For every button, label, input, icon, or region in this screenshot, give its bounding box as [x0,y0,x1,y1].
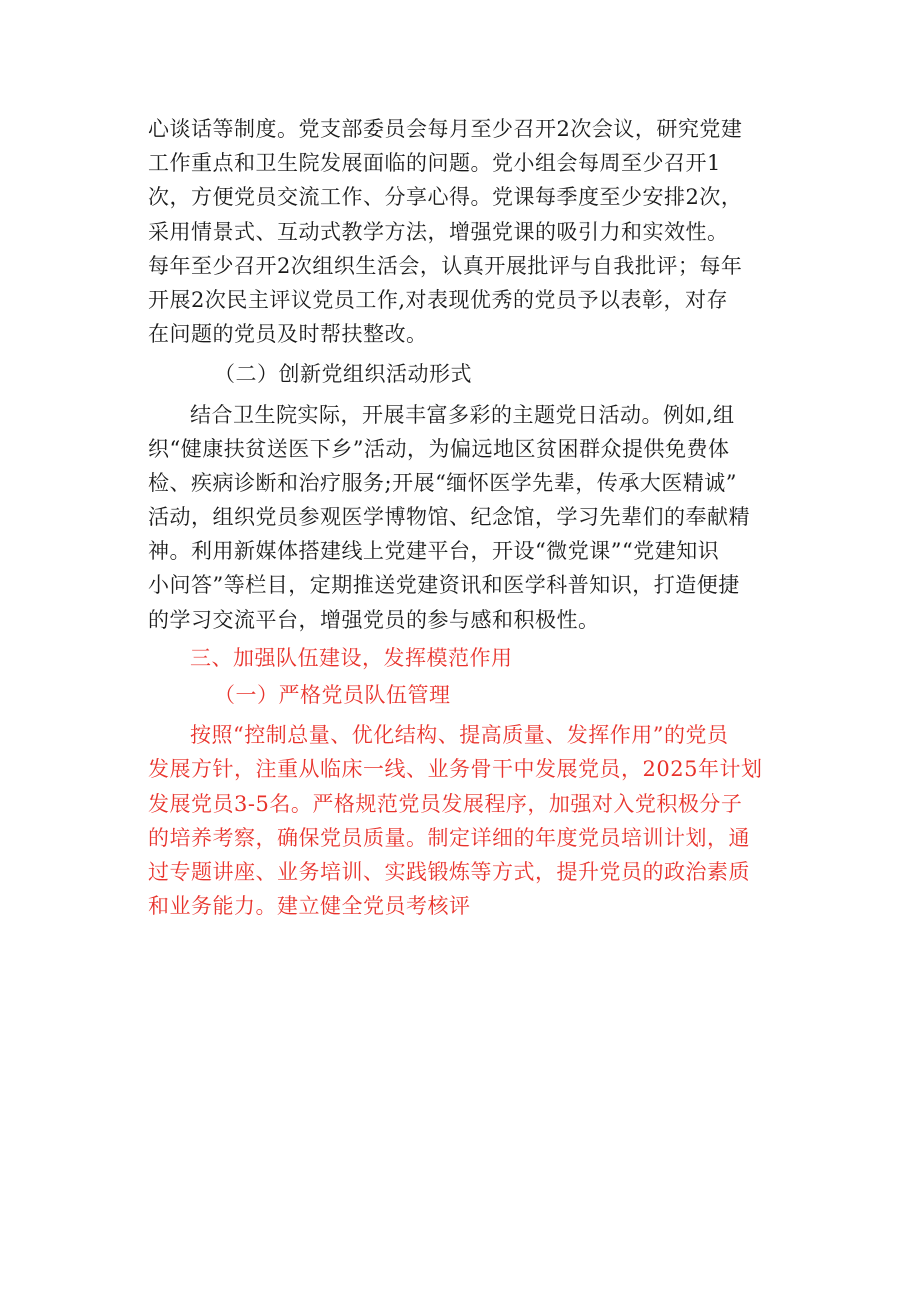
paragraph-line: 开展2次民主评议党员工作,对表现优秀的党员予以表彰，对存 [148,287,729,312]
paragraph-line: 的培养考察，确保党员质量。制定详细的年度党员培训计划，通 [148,825,750,850]
paragraph-line: 神。利用新媒体搭建线上党建平台，开设“微党课”“党建知识 [148,539,720,564]
paragraph-line: 发展方针，注重从临床一线、业务骨干中发展党员，2025年计划 [148,757,763,782]
paragraph-line: 发展党员3-5名。严格规范党员发展程序，加强对入党积极分子 [148,791,743,816]
paragraph-line: 和业务能力。建立健全党员考核评 [148,894,471,919]
subheading-member-management: （一）严格党员队伍管理 [214,683,451,707]
paragraph-line: 过专题讲座、业务培训、实践锻炼等方式，提升党员的政治素质 [148,859,750,884]
paragraph-line: 采用情景式、互动式教学方法，增强党课的吸引力和实效性。 [148,219,729,244]
paragraph-line: 结合卫生院实际，开展丰富多彩的主题党日活动。例如,组 [190,402,735,427]
paragraph-line: 在问题的党员及时帮扶整改。 [148,322,428,347]
paragraph-line: 按照“控制总量、优化结构、提高质量、发挥作用”的党员 [190,723,729,748]
paragraph-line: 织“健康扶贫送医下乡”活动，为偏远地区贫困群众提供免费体 [148,436,730,461]
subheading-innovate-activities: （二）创新党组织活动形式 [214,362,472,387]
paragraph-line: 每年至少召开2次组织生活会，认真开展批评与自我批评；每年 [148,253,743,278]
paragraph-3 [148,718,808,923]
paragraph-line: 的学习交流平台，增强党员的参与感和积极性。 [148,607,600,632]
paragraph-line: 检、疾病诊断和治疗服务;开展“缅怀医学先辈，传承大医精诚” [148,470,738,495]
paragraph-line: 工作重点和卫生院发展面临的问题。党小组会每周至少召开1 [148,151,721,176]
section-heading-team-building: 三、加强队伍建设，发挥模范作用 [190,645,513,670]
paragraph-1 [148,112,808,351]
paragraph-2 [148,398,808,637]
paragraph-line: 活动，组织党员参观医学博物馆、纪念馆，学习先辈们的奉献精 [148,505,750,530]
paragraph-line: 心谈话等制度。党支部委员会每月至少召开2次会议，研究党建 [148,117,743,141]
paragraph-line: 次，方便党员交流工作、分享心得。党课每季度至少安排2次， [148,185,743,210]
paragraph-line: 小问答”等栏目，定期推送党建资讯和医学科普知识，打造便捷 [148,573,740,598]
document-page [148,112,808,923]
